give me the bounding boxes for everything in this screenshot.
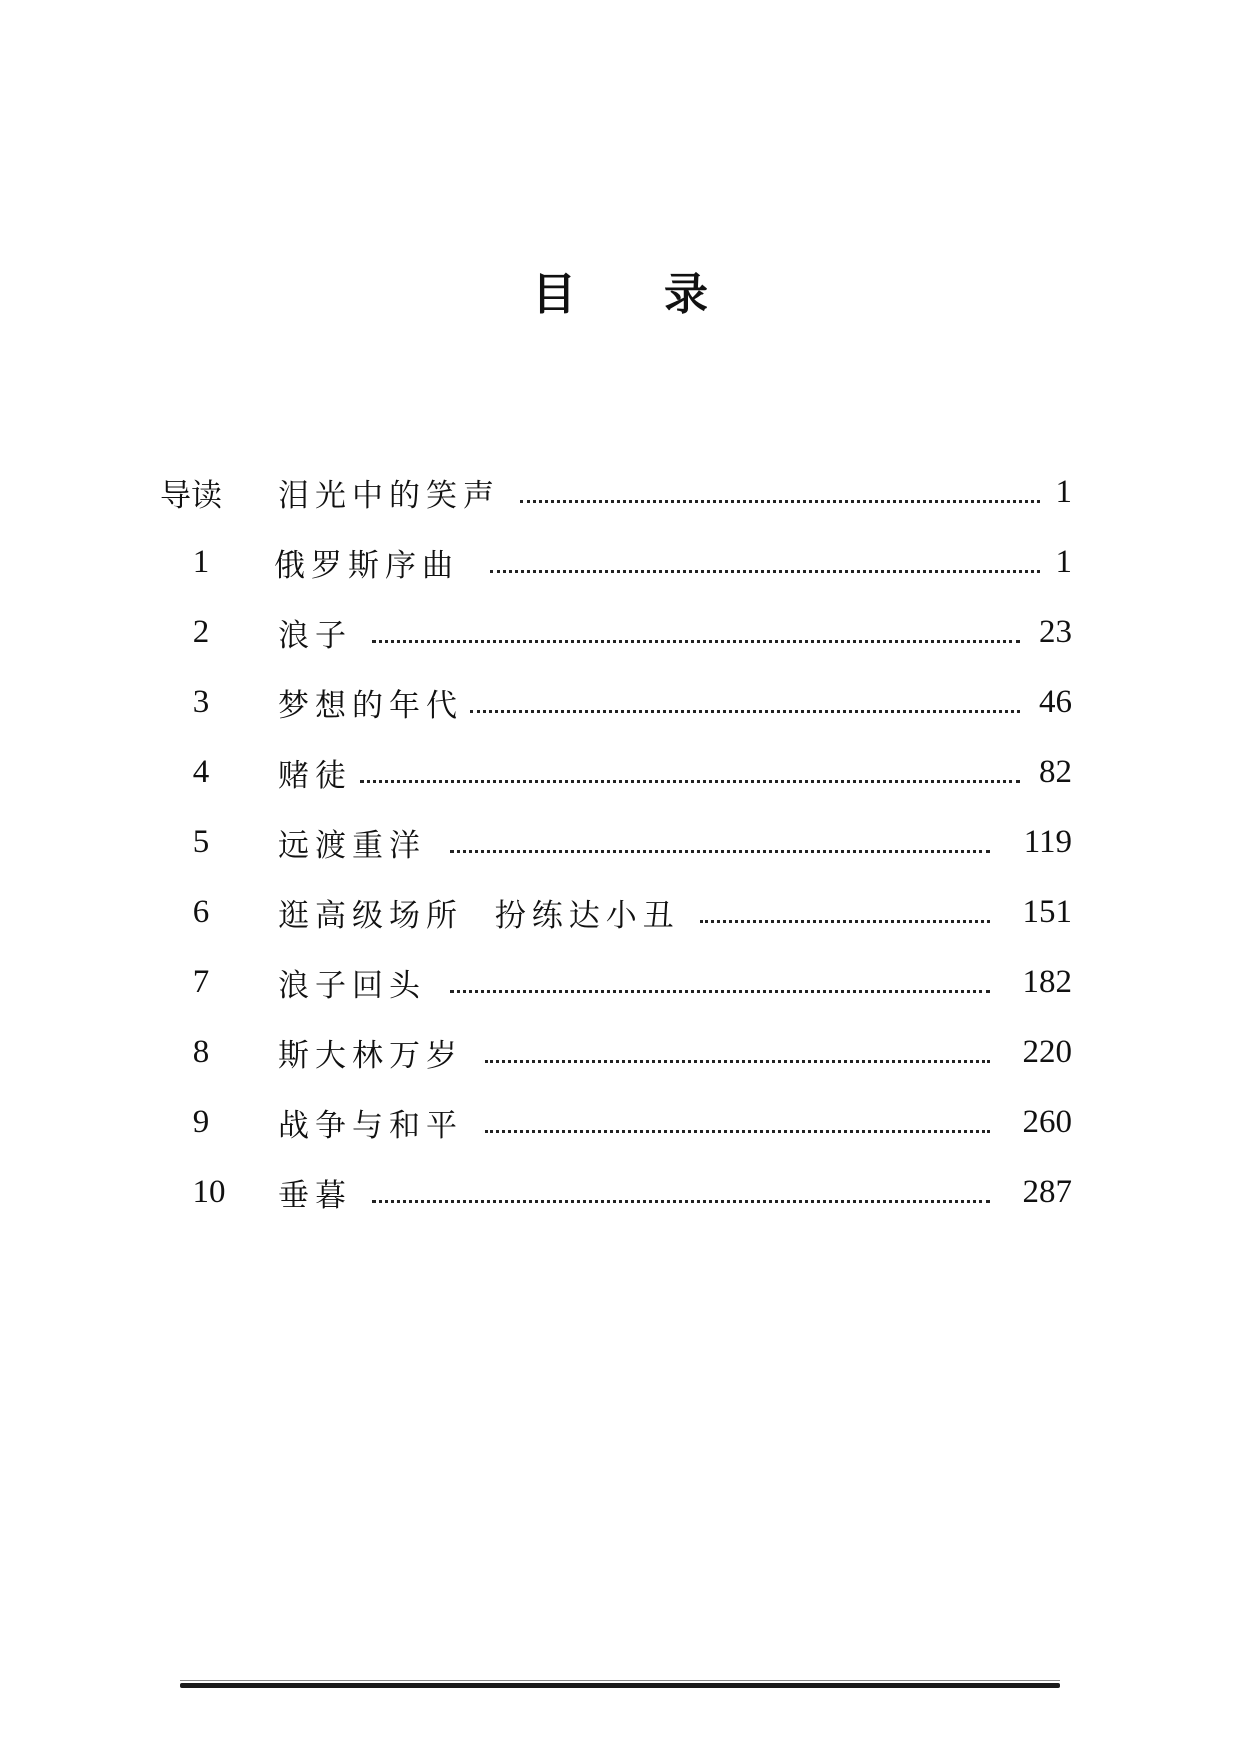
toc-entry[interactable] bbox=[160, 818, 1072, 866]
toc-entry-number: 9 bbox=[192, 1103, 210, 1140]
toc-entry-title: 梦想的年代 bbox=[278, 687, 463, 724]
toc-entry-title: 逛高级场所 扮练达小丑 bbox=[278, 897, 680, 934]
toc-entry[interactable] bbox=[160, 538, 1072, 586]
toc-entry-page: 182 bbox=[1022, 963, 1072, 1000]
toc-entry-title: 赌徒 bbox=[278, 757, 352, 794]
toc-entry-page: 151 bbox=[1022, 893, 1072, 930]
toc-entry-page: 46 bbox=[1039, 683, 1072, 720]
toc-dot-leader bbox=[372, 1198, 990, 1203]
toc-dot-leader bbox=[520, 498, 1040, 503]
toc-entry[interactable] bbox=[160, 1028, 1072, 1076]
toc-entry-number: 导读 bbox=[160, 477, 222, 514]
toc-entry-number: 5 bbox=[192, 823, 210, 860]
toc-entry[interactable] bbox=[160, 958, 1072, 1006]
toc-entry[interactable] bbox=[160, 1098, 1072, 1146]
toc-dot-leader bbox=[490, 568, 1040, 573]
toc-dot-leader bbox=[360, 778, 1020, 783]
toc-entry-page: 260 bbox=[1022, 1103, 1072, 1140]
toc-entry-page: 1 bbox=[1055, 543, 1072, 580]
toc-entry-page: 220 bbox=[1022, 1033, 1072, 1070]
toc-entry-title: 远渡重洋 bbox=[278, 827, 426, 864]
toc-entry-number: 7 bbox=[192, 963, 210, 1000]
toc-entry[interactable] bbox=[160, 678, 1072, 726]
toc-dot-leader bbox=[470, 708, 1020, 713]
toc-entry-number: 10 bbox=[192, 1173, 226, 1210]
toc-entry-page: 82 bbox=[1039, 753, 1072, 790]
toc-entry-number: 6 bbox=[192, 893, 210, 930]
toc-entry-title: 浪子 bbox=[278, 617, 352, 654]
toc-dot-leader bbox=[450, 988, 990, 993]
toc-entry-page: 23 bbox=[1039, 613, 1072, 650]
page-title bbox=[0, 258, 1240, 322]
bottom-rule-thin bbox=[180, 1680, 1060, 1681]
toc-entry-title: 斯大林万岁 bbox=[278, 1037, 463, 1074]
toc-entry-page: 287 bbox=[1022, 1173, 1072, 1210]
toc-dot-leader bbox=[485, 1058, 990, 1063]
toc-entry-number: 3 bbox=[192, 683, 210, 720]
toc-entry-number: 1 bbox=[192, 543, 210, 580]
toc-dot-leader bbox=[372, 638, 1020, 643]
toc-entry[interactable] bbox=[160, 888, 1072, 936]
toc-entry[interactable] bbox=[160, 468, 1072, 516]
toc-entry-title: 泪光中的笑声 bbox=[278, 477, 500, 514]
toc-entry[interactable] bbox=[160, 748, 1072, 796]
toc-entry-number: 4 bbox=[192, 753, 210, 790]
page-title-char-1: 目 bbox=[532, 269, 576, 320]
toc-entry-title: 浪子回头 bbox=[278, 967, 426, 1004]
toc-entry-title: 垂暮 bbox=[278, 1177, 352, 1214]
toc-entry-title: 俄罗斯序曲 bbox=[274, 547, 459, 584]
bottom-rule bbox=[180, 1683, 1060, 1688]
toc-entry-page: 119 bbox=[1023, 823, 1072, 860]
toc-entry-number: 8 bbox=[192, 1033, 210, 1070]
toc-entry[interactable] bbox=[160, 1168, 1072, 1216]
page-title-char-2: 录 bbox=[664, 269, 708, 320]
toc-dot-leader bbox=[485, 1128, 990, 1133]
toc-entry-title: 战争与和平 bbox=[278, 1107, 463, 1144]
toc-dot-leader bbox=[450, 848, 990, 853]
toc-entry-number: 2 bbox=[192, 613, 210, 650]
toc-entry-page: 1 bbox=[1055, 473, 1072, 510]
toc-dot-leader bbox=[700, 918, 990, 923]
toc-entry[interactable] bbox=[160, 608, 1072, 656]
